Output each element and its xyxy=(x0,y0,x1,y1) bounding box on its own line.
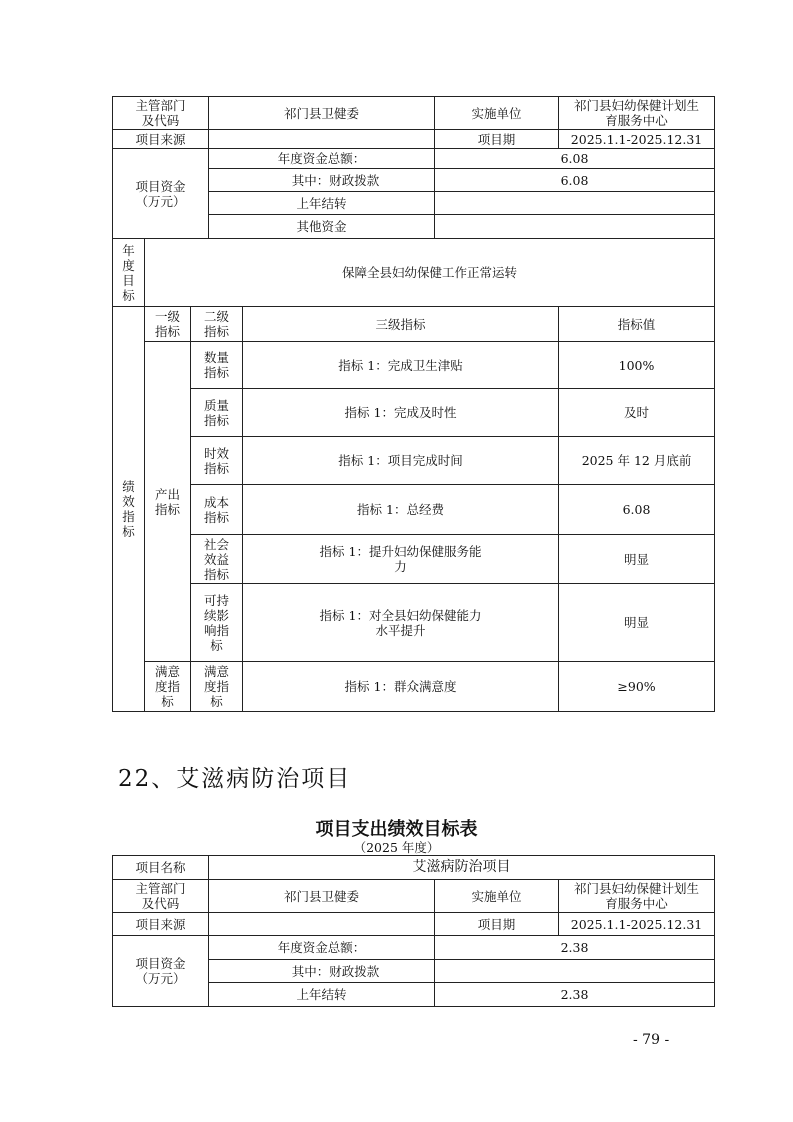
funds-row-label: 年度资金总额： xyxy=(209,149,435,169)
output-value: 明显 xyxy=(559,535,715,584)
table-subtitle: （2025 年度） xyxy=(353,840,440,855)
satisfaction-value: ≥90% xyxy=(559,662,715,712)
header-value: 指标值 xyxy=(559,307,715,342)
funds-row-value: 2.38 xyxy=(435,936,715,960)
satisfaction-indicator: 指标 1：群众满意度 xyxy=(243,662,559,712)
period-label: 项目期 xyxy=(435,130,559,149)
source-label: 项目来源 xyxy=(113,913,209,936)
output-label: 产出 指标 xyxy=(145,342,191,662)
funds-row-value: 6.08 xyxy=(435,169,715,192)
header-level2: 二级 指标 xyxy=(191,307,243,342)
header-level1: 一级 指标 xyxy=(145,307,191,342)
impl-label: 实施单位 xyxy=(435,880,559,913)
output-category: 成本 指标 xyxy=(191,485,243,535)
period-value: 2025.1.1-2025.12.31 xyxy=(559,913,715,936)
period-value: 2025.1.1-2025.12.31 xyxy=(559,130,715,149)
dept-label: 主管部门 及代码 xyxy=(113,880,209,913)
output-value: 及时 xyxy=(559,389,715,437)
performance-table-1 xyxy=(112,96,715,712)
table-title: 项目支出绩效目标表 xyxy=(315,819,478,840)
funds-row-label: 年度资金总额： xyxy=(209,936,435,960)
funds-row-label: 其他资金 xyxy=(209,215,435,239)
funds-label: 项目资金 （万元） xyxy=(113,936,209,1007)
output-indicator: 指标 1：项目完成时间 xyxy=(243,437,559,485)
funds-label: 项目资金 （万元） xyxy=(113,149,209,239)
output-value: 6.08 xyxy=(559,485,715,535)
header-level3: 三级指标 xyxy=(243,307,559,342)
project-name-label: 项目名称 xyxy=(113,856,209,880)
dept-label: 主管部门 及代码 xyxy=(113,97,209,130)
funds-row-label: 其中：财政拨款 xyxy=(209,960,435,983)
page-number: - 79 - xyxy=(633,1032,670,1048)
output-category: 时效 指标 xyxy=(191,437,243,485)
output-indicator: 指标 1：完成及时性 xyxy=(243,389,559,437)
output-value: 100% xyxy=(559,342,715,389)
funds-row-value: 2.38 xyxy=(435,983,715,1007)
perf-label: 绩 效 指 标 xyxy=(113,307,145,712)
project-name-value: 艾滋病防治项目 xyxy=(209,856,715,880)
impl-value: 祁门县妇幼保健计划生 育服务中心 xyxy=(559,880,715,913)
source-value xyxy=(209,913,435,936)
funds-row-label: 上年结转 xyxy=(209,983,435,1007)
output-category: 社会 效益 指标 xyxy=(191,535,243,584)
impl-label: 实施单位 xyxy=(435,97,559,130)
output-indicator: 指标 1：完成卫生津贴 xyxy=(243,342,559,389)
source-value xyxy=(209,130,435,149)
dept-value: 祁门县卫健委 xyxy=(209,97,435,130)
funds-row-value xyxy=(435,960,715,983)
source-label: 项目来源 xyxy=(113,130,209,149)
output-value: 2025 年 12 月底前 xyxy=(559,437,715,485)
funds-row-value xyxy=(435,215,715,239)
output-indicator: 指标 1：对全县妇幼保健能力 水平提升 xyxy=(243,584,559,662)
period-label: 项目期 xyxy=(435,913,559,936)
performance-table-2 xyxy=(112,855,715,1007)
dept-value: 祁门县卫健委 xyxy=(209,880,435,913)
goal-label: 年 度 目 标 xyxy=(113,239,145,307)
output-category: 质量 指标 xyxy=(191,389,243,437)
output-indicator: 指标 1：总经费 xyxy=(243,485,559,535)
satisfaction-level1: 满意 度指 标 xyxy=(145,662,191,712)
goal-value: 保障全县妇幼保健工作正常运转 xyxy=(145,239,715,307)
output-value: 明显 xyxy=(559,584,715,662)
funds-row-label: 其中：财政拨款 xyxy=(209,169,435,192)
satisfaction-level2: 满意 度指 标 xyxy=(191,662,243,712)
output-category: 可持 续影 响指 标 xyxy=(191,584,243,662)
funds-row-label: 上年结转 xyxy=(209,192,435,215)
output-indicator: 指标 1：提升妇幼保健服务能 力 xyxy=(243,535,559,584)
section-title: 22、艾滋病防治项目 xyxy=(118,766,352,792)
funds-row-value xyxy=(435,192,715,215)
funds-row-value: 6.08 xyxy=(435,149,715,169)
impl-value: 祁门县妇幼保健计划生 育服务中心 xyxy=(559,97,715,130)
output-category: 数量 指标 xyxy=(191,342,243,389)
